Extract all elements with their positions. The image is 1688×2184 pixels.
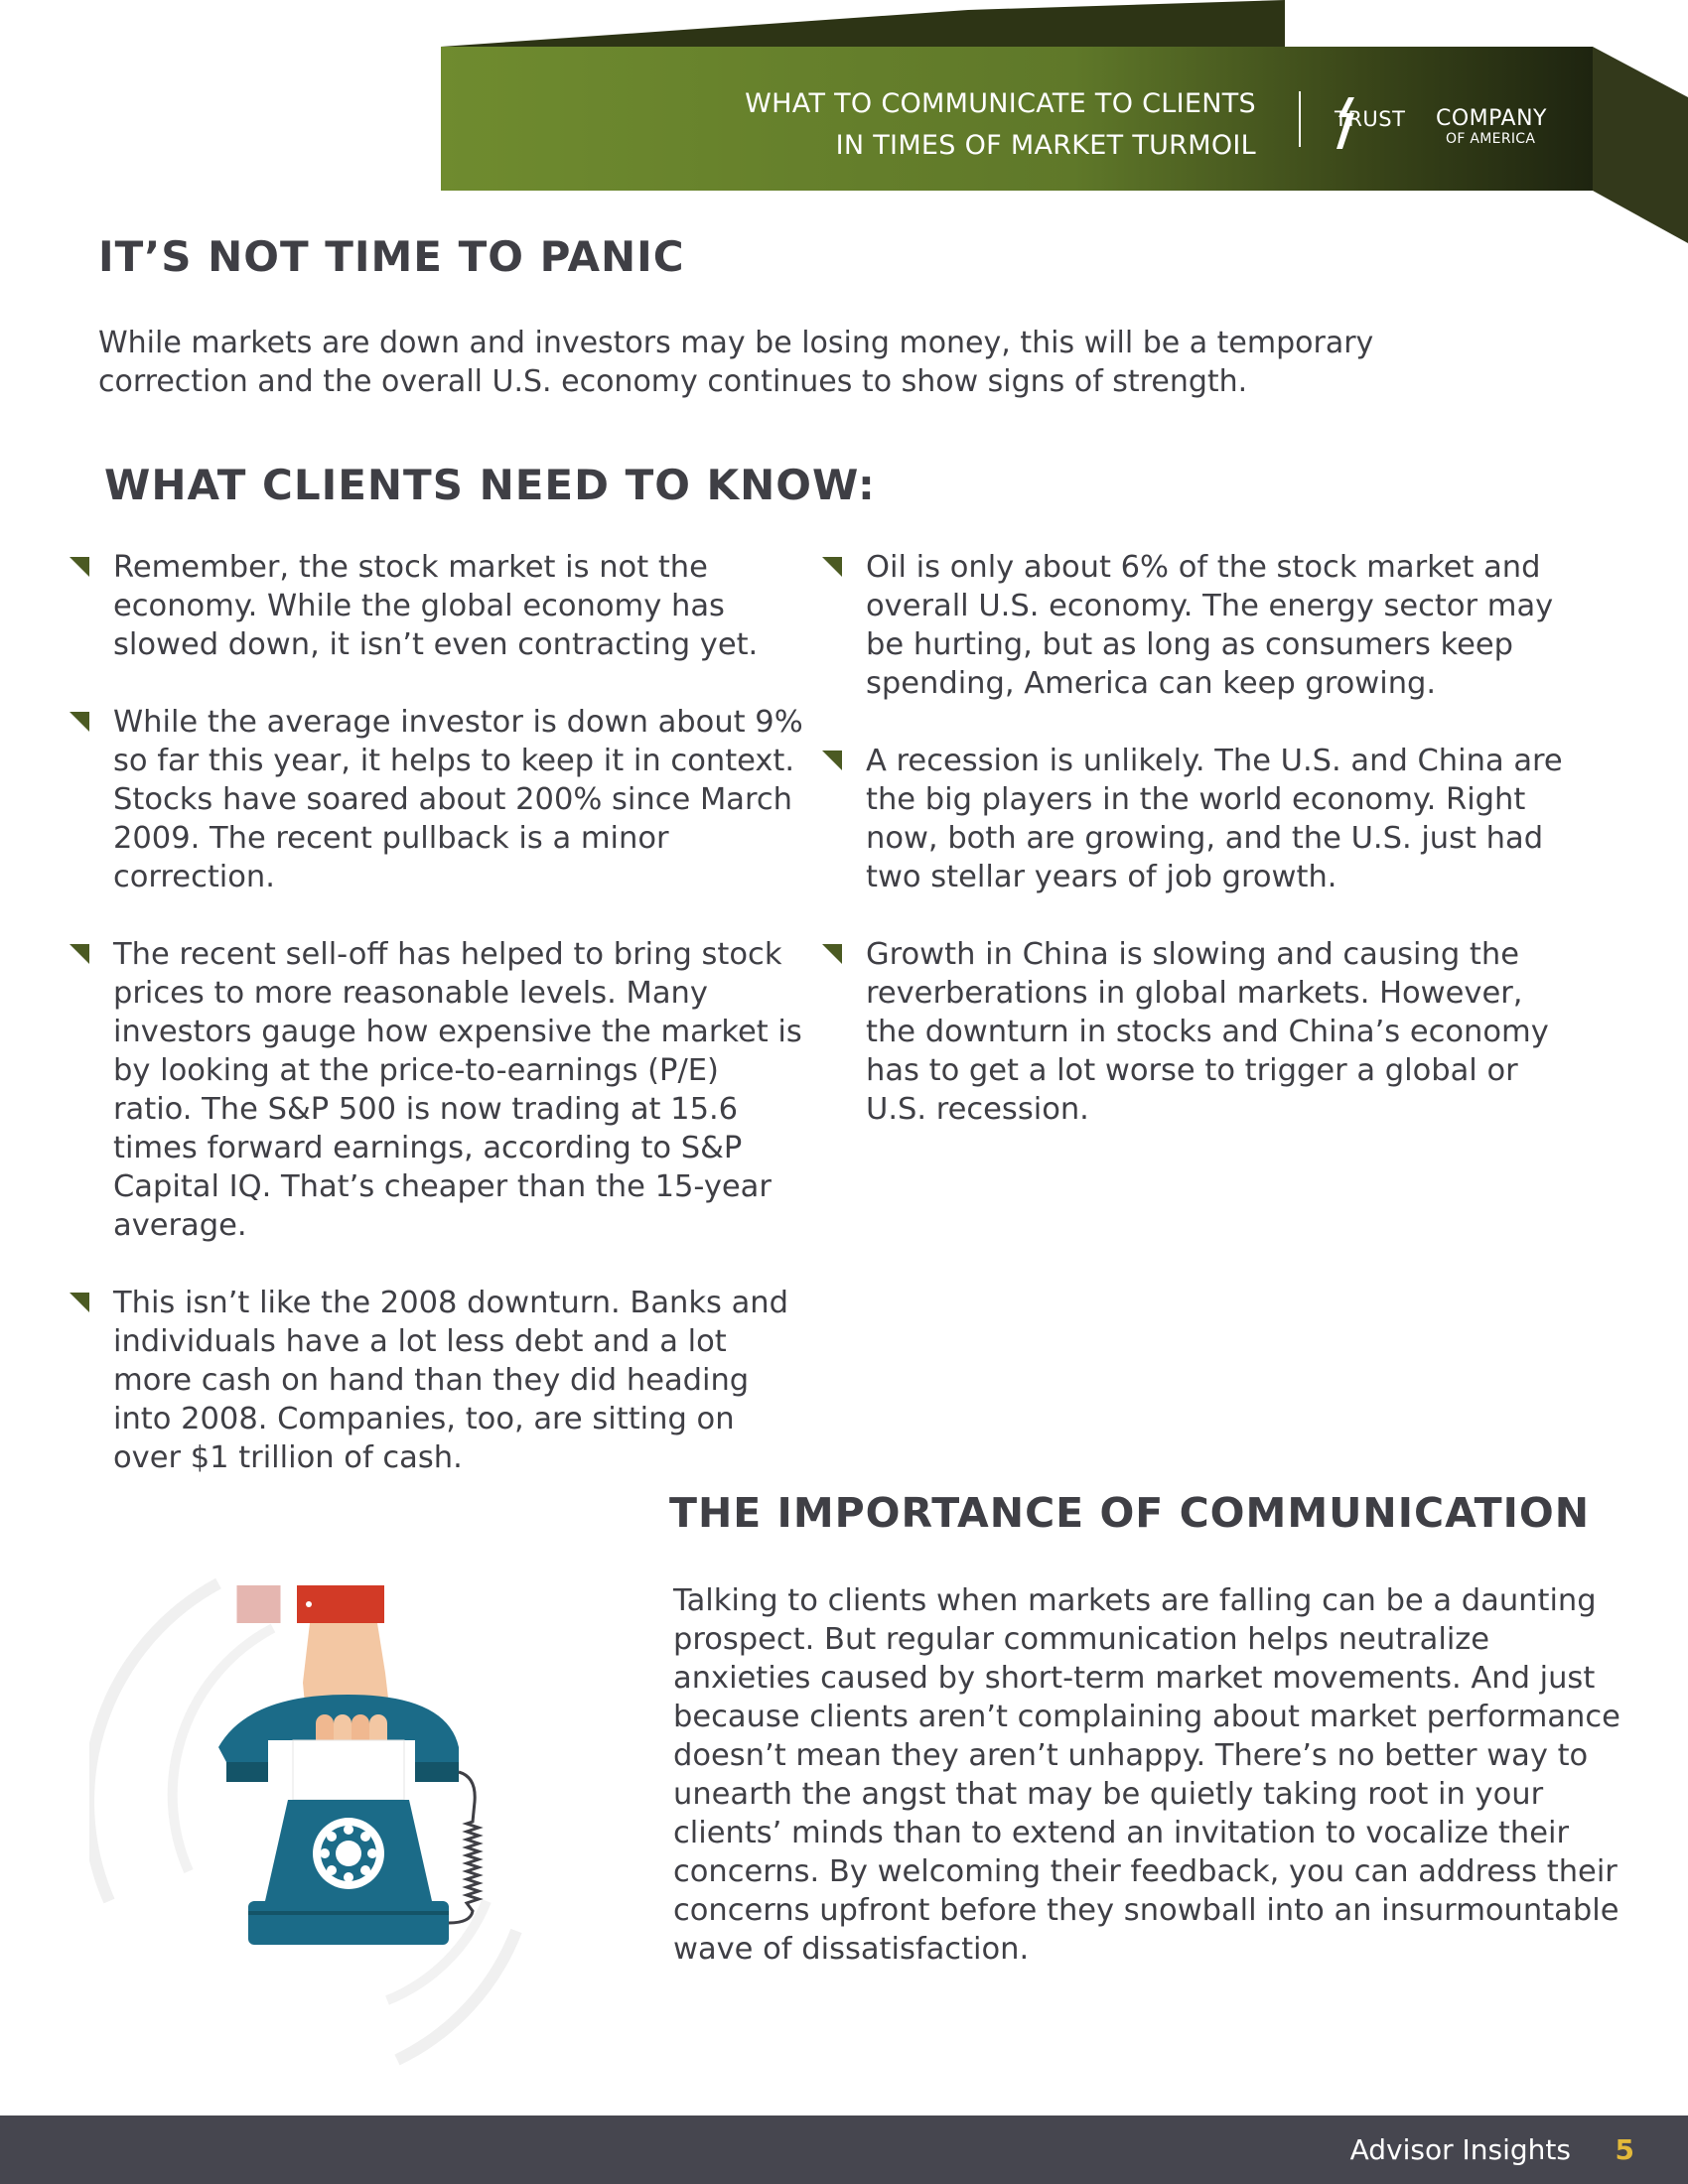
bullet-text: The recent sell-off has helped to bring stock prices to more reasonable levels. Many investors gauge how expensive the market is by looking at the price-to-earnings (P/E) ratio. The S&P 500 is now trading at 15.6 times forward earnings, according to S&P Capital IQ. That’s cheaper than the 15-year average. (113, 937, 802, 1243)
header-title (745, 83, 1256, 167)
bullet-text: While the average investor is down about 9% so far this year, it helps to keep it in context. Stocks have soared about 200% since March 2009. The recent pullback is a minor correction. (113, 705, 803, 894)
communication-paragraph: Talking to clients when markets are falling can be a daunting prospect. But regular communication helps neutralize anxieties caused by short-term market movements. And just because clients aren’t complaining about market performance doesn’t mean they aren’t unhappy. There’s no better way to unearth the angst that may be quietly taking root in your clients’ minds than to extend an invitation to vocalize their concerns. By welcoming their feedback, you can address their concerns upfront before they snowball into an insurmountable wave of dissatisfaction. (673, 1583, 1620, 1967)
header-divider (1299, 91, 1301, 147)
logo-bolt-icon (1335, 97, 1356, 149)
list-item (70, 935, 804, 1245)
bullet-text: This isn’t like the 2008 downturn. Banks and individuals have a lot less debt and a lot more cash on hand than they did heading into 2008. Companies, too, are sitting on over $1 trillion of cash. (113, 1286, 788, 1475)
header-title-line2: IN TIMES OF MARKET TURMOIL (835, 130, 1256, 161)
bullet-text: Oil is only about 6% of the stock market and overall U.S. economy. The energy sector may be hurting, but as long as consumers keep spending, America can keep growing. (866, 550, 1554, 701)
logo-word-trust: TRUST (1335, 107, 1406, 131)
banner-right-fold (1593, 47, 1688, 243)
triangle-bullet-icon (822, 944, 842, 964)
bullet-list-left (70, 548, 804, 1516)
heading-importance-of-communication: THE IMPORTANCE OF COMMUNICATION (669, 1489, 1591, 1537)
list-item (70, 703, 804, 896)
bullet-text: Growth in China is slowing and causing the reverberations in global markets. However, the downturn in stocks and China’s economy has to get a lot worse to trigger a global or U.S. recession. (866, 937, 1549, 1127)
triangle-bullet-icon (822, 751, 842, 770)
logo-word-company: COMPANY (1436, 106, 1547, 131)
page-footer (0, 2116, 1688, 2184)
logo-word-of-america: OF AMERICA (1446, 131, 1536, 147)
heading-not-time-to-panic: IT’S NOT TIME TO PANIC (98, 232, 685, 281)
triangle-bullet-icon (70, 944, 89, 964)
heading-what-clients-need-to-know: WHAT CLIENTS NEED TO KNOW: (104, 461, 876, 509)
footer-publication-label: Advisor Insights (1349, 2133, 1571, 2166)
intro-paragraph: While markets are down and investors may be losing money, this will be a temporary correction and the overall U.S. economy continues to show signs of strength. (98, 326, 1374, 399)
header-banner (0, 0, 1688, 248)
company-logo (1335, 97, 1563, 157)
triangle-bullet-icon (70, 712, 89, 732)
bullet-text: A recession is unlikely. The U.S. and China are the big players in the world economy. Right now, both are growing, and the U.S. just had two stellar years of job growth. (866, 744, 1563, 894)
list-item (70, 1284, 804, 1477)
banner-back-fold (441, 0, 1285, 47)
list-item (822, 935, 1577, 1129)
header-title-line1: WHAT TO COMMUNICATE TO CLIENTS (745, 88, 1256, 119)
triangle-bullet-icon (70, 557, 89, 577)
bullet-text: Remember, the stock market is not the economy. While the global economy has slowed down, it isn’t even contracting yet. (113, 550, 759, 662)
list-item (70, 548, 804, 664)
list-item (822, 742, 1577, 896)
triangle-bullet-icon (822, 557, 842, 577)
bullet-list-right (822, 548, 1577, 1167)
triangle-bullet-icon (70, 1293, 89, 1312)
footer-page-number: 5 (1615, 2133, 1634, 2166)
ringing-rotary-phone-icon (89, 1573, 606, 2070)
phone-illustration (89, 1573, 606, 2070)
list-item (822, 548, 1577, 703)
